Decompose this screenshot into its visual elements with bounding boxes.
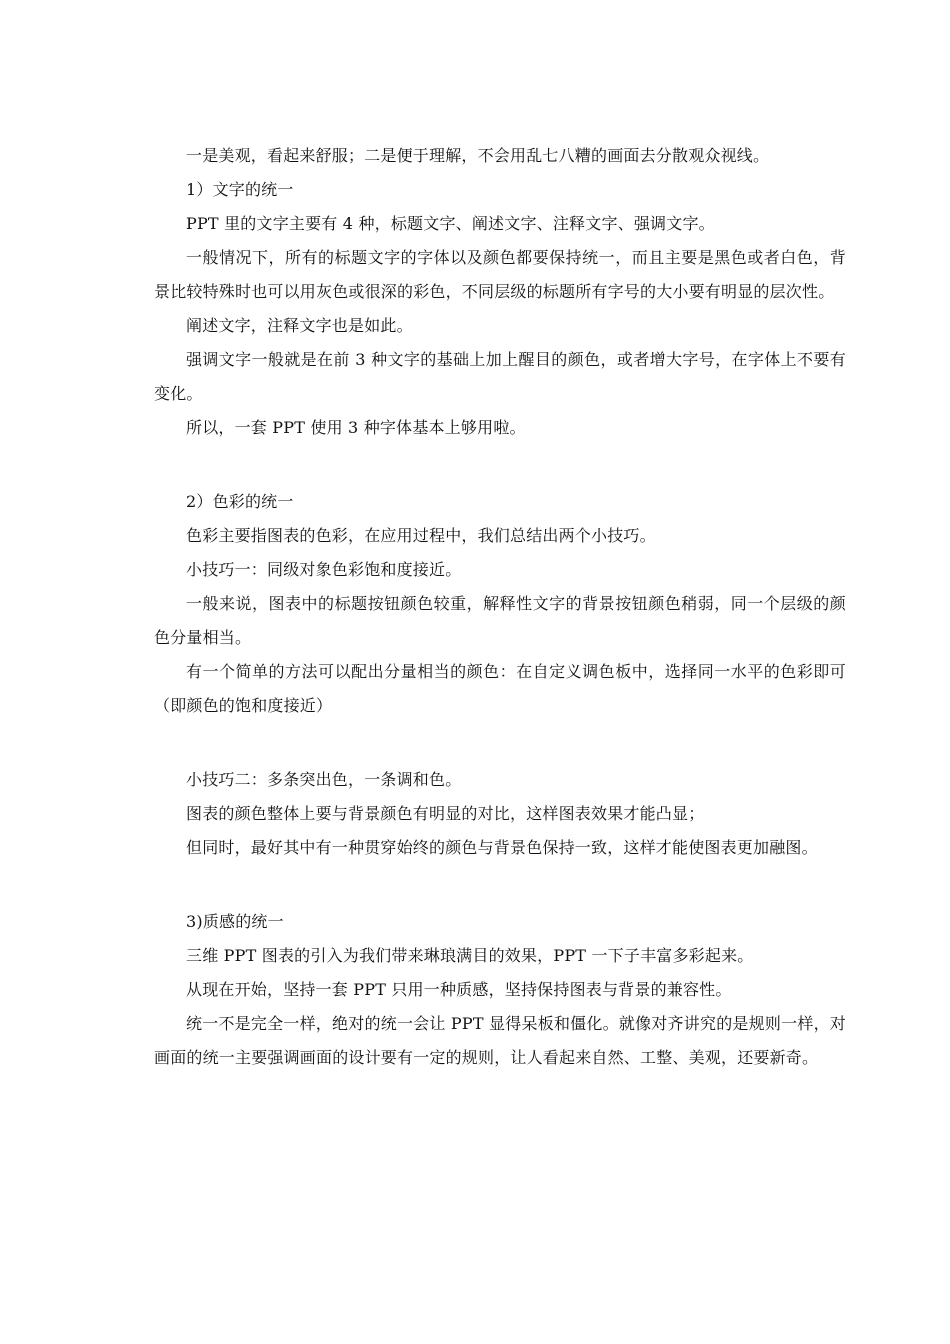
- paragraph: 从现在开始，坚持一套 PPT 只用一种质感，坚持保持图表与背景的兼容性。: [186, 980, 732, 999]
- paragraph: 色彩主要指图表的色彩，在应用过程中，我们总结出两个小技巧。: [186, 526, 656, 545]
- paragraph: 三维 PPT 图表的引入为我们带来琳琅满目的效果，PPT 一下子丰富多彩起来。: [186, 946, 754, 965]
- section-tip-two: [154, 763, 846, 865]
- paragraph: 统一不是完全一样，绝对的统一会让 PPT 显得呆板和僵化。就像对齐讲究的是规则一样，对画面的统一主要强调画面的设计要有一定的规则，让人看起来自然、工整、美观，还要新奇。: [154, 1014, 846, 1067]
- paragraph: 小技巧二：多条突出色，一条调和色。: [186, 770, 462, 789]
- section-color-unity: [154, 485, 846, 723]
- paragraph: 图表的颜色整体上要与背景颜色有明显的对比，这样图表效果才能凸显；: [186, 804, 705, 823]
- paragraph: 有一个简单的方法可以配出分量相当的颜色：在自定义调色板中，选择同一水平的色彩即可（即颜色的饱和度接近）: [154, 662, 846, 715]
- heading-color-unity: 2）色彩的统一: [186, 492, 294, 511]
- section-gap: [154, 445, 846, 485]
- paragraph: 一是美观，看起来舒服；二是便于理解，不会用乱七八糟的画面去分散观众视线。: [186, 146, 770, 165]
- paragraph: 一般情况下，所有的标题文字的字体以及颜色都要保持统一，而且主要是黑色或者白色，背景比较特殊时也可以用灰色或很深的彩色，不同层级的标题所有字号的大小要有明显的层次性。: [154, 248, 846, 301]
- paragraph: 但同时，最好其中有一种贯穿始终的颜色与背景色保持一致，这样才能使图表更加融图。: [186, 838, 818, 857]
- paragraph: 阐述文字，注释文字也是如此。: [186, 316, 413, 335]
- paragraph: 小技巧一：同级对象色彩饱和度接近。: [186, 560, 462, 579]
- heading-text-unity: 1）文字的统一: [186, 180, 294, 199]
- section-texture-unity: [154, 905, 846, 1075]
- heading-texture-unity: 3)质感的统一: [186, 912, 284, 931]
- paragraph: PPT 里的文字主要有 4 种，标题文字、阐述文字、注释文字、强调文字。: [186, 214, 715, 233]
- paragraph: 强调文字一般就是在前 3 种文字的基础上加上醒目的颜色，或者增大字号，在字体上不要有变化。: [154, 350, 846, 403]
- section-intro-text-unity: [154, 139, 846, 445]
- section-gap: [154, 865, 846, 905]
- paragraph: 所以，一套 PPT 使用 3 种字体基本上够用啦。: [186, 418, 526, 437]
- document-page: [154, 139, 846, 1075]
- paragraph: 一般来说，图表中的标题按钮颜色较重，解释性文字的背景按钮颜色稍弱，同一个层级的颜色分量相当。: [154, 594, 846, 647]
- section-gap: [154, 723, 846, 763]
